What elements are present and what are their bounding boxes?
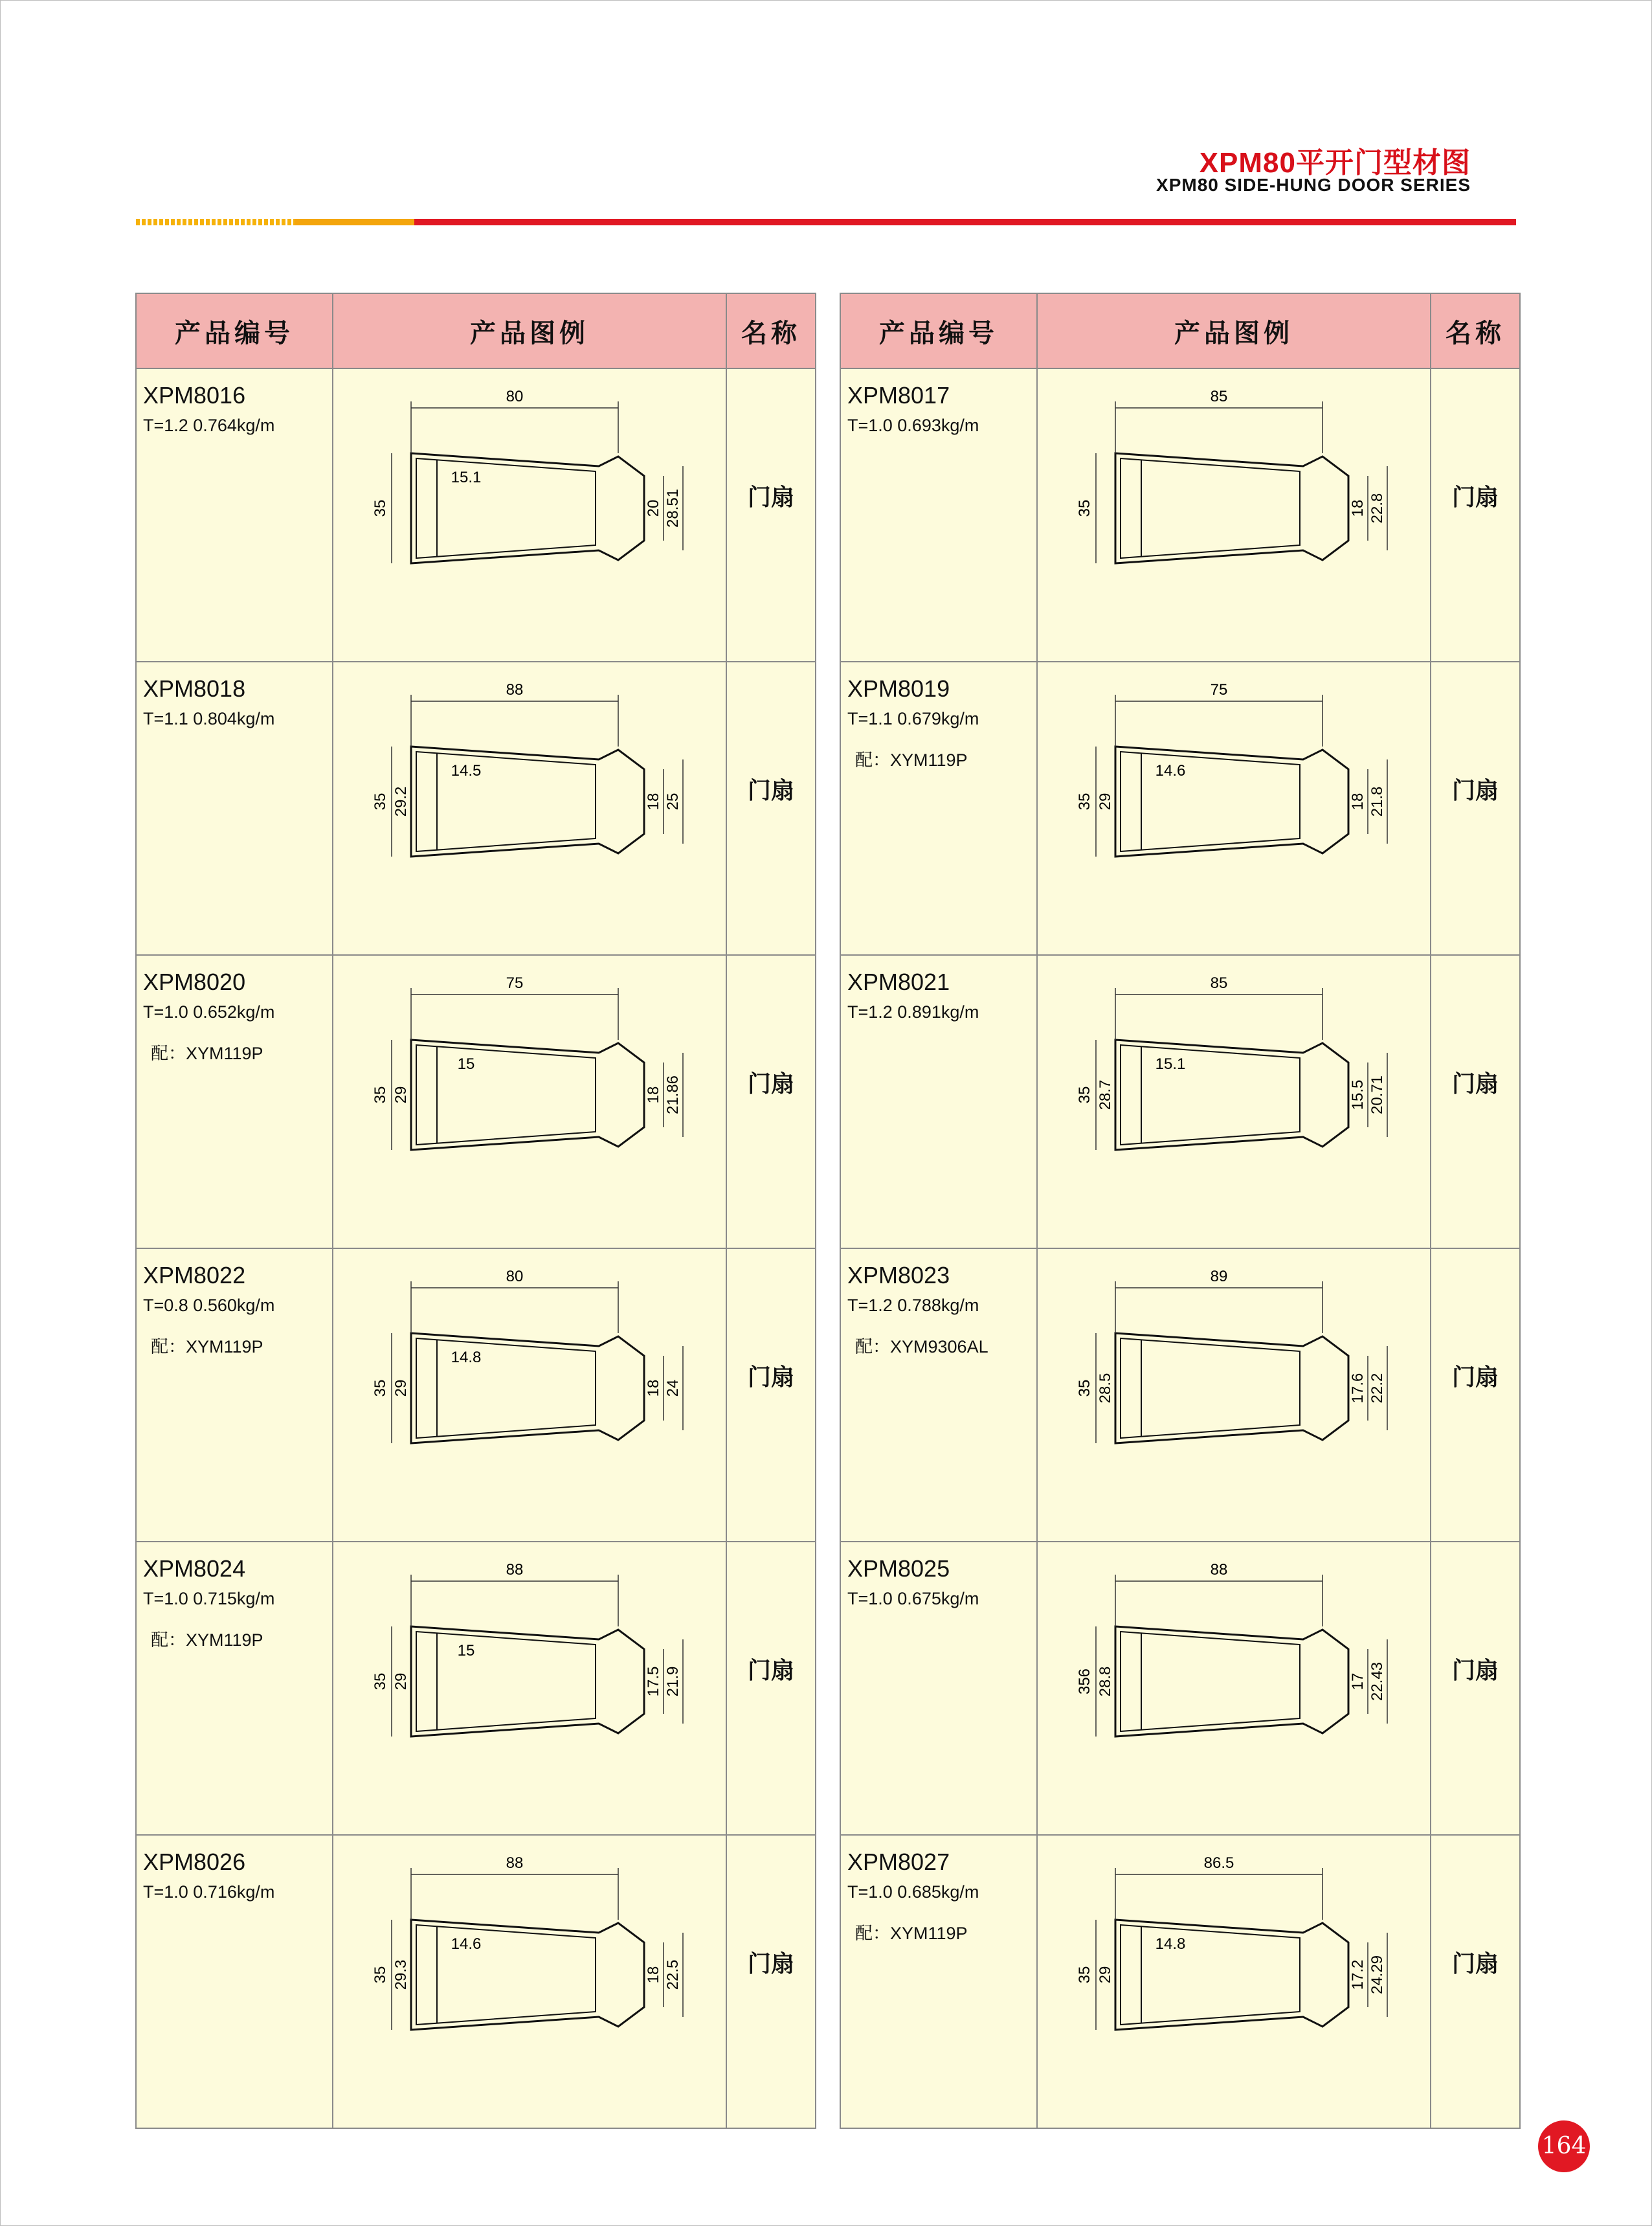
product-name: 门扇 [1451, 777, 1499, 804]
profile-outline [1115, 1920, 1348, 2030]
product-diagram-cell [333, 368, 726, 662]
profile-diagram [1038, 662, 1429, 952]
dim-height-label: 35 [1076, 1086, 1093, 1104]
product-name-cell [1431, 1542, 1520, 1835]
dim-height-label: 35 [372, 1966, 389, 1984]
product-diagram-cell [1037, 955, 1431, 1248]
profile-outline [411, 453, 644, 563]
product-spec: T=1.0 0.693kg/m [847, 416, 979, 435]
dim-right-outer-label: 24 [664, 1379, 682, 1397]
product-code: XPM8023 [847, 1262, 950, 1288]
product-name-cell [1431, 1835, 1520, 2128]
product-code: XPM8016 [143, 382, 246, 409]
product-row [136, 1542, 816, 1835]
profile-outline [1115, 1626, 1348, 1737]
dim-width-label: 85 [1210, 388, 1228, 405]
product-spec: T=1.1 0.804kg/m [143, 709, 275, 728]
product-match: 配：XYM119P [151, 1337, 263, 1356]
profile-diagram [1038, 1542, 1429, 1832]
product-diagram-cell [333, 662, 726, 955]
dim-width-label: 88 [506, 1854, 524, 1872]
header-rule-dotted [136, 219, 295, 225]
product-code: XPM8026 [143, 1849, 246, 1875]
product-row [840, 1835, 1520, 2128]
dim-height2-label: 28.7 [1097, 1079, 1114, 1110]
product-row [840, 1248, 1520, 1542]
dim-width-label: 88 [506, 1561, 524, 1579]
dim-right-inner-label: 18 [645, 1086, 662, 1104]
dim-inner-label: 14.6 [451, 1935, 482, 1953]
dim-width-label: 75 [506, 974, 524, 992]
product-match: 配：XYM9306AL [855, 1337, 988, 1356]
header-rule-orange [295, 219, 414, 225]
product-name: 门扇 [747, 484, 794, 510]
product-code-cell [136, 1835, 333, 2128]
product-spec: T=1.0 0.652kg/m [143, 1002, 275, 1022]
product-spec: T=1.1 0.679kg/m [847, 709, 979, 728]
product-row [840, 955, 1520, 1248]
product-name-cell [726, 1835, 816, 2128]
dim-right-outer-label: 20.71 [1368, 1075, 1386, 1115]
profile-diagram [333, 369, 724, 658]
dim-width-label: 89 [1210, 1268, 1228, 1285]
profile-diagram [333, 662, 724, 952]
product-name: 门扇 [1451, 1657, 1499, 1683]
dim-right-outer-label: 21.9 [664, 1666, 682, 1697]
product-name-cell [1431, 955, 1520, 1248]
dim-height-label: 35 [372, 499, 389, 517]
product-diagram-cell [333, 1542, 726, 1835]
product-match: 配：XYM119P [151, 1044, 263, 1063]
profile-inner-chamber [1121, 1338, 1300, 1438]
header-rule-red [414, 219, 1516, 225]
product-spec: T=0.8 0.560kg/m [143, 1296, 275, 1315]
profile-outline [411, 1333, 644, 1443]
dim-height2-label: 28.8 [1097, 1666, 1114, 1697]
dim-height-label: 35 [1076, 499, 1093, 517]
dim-inner-label: 15.1 [1155, 1055, 1186, 1073]
product-spec: T=1.2 0.891kg/m [847, 1002, 979, 1022]
profile-outline [411, 1920, 644, 2030]
dim-height-label: 35 [372, 1672, 389, 1691]
product-name-cell [726, 1542, 816, 1835]
product-code: XPM8027 [847, 1849, 950, 1875]
dim-inner-label: 14.5 [451, 762, 482, 780]
dim-right-inner-label: 17.2 [1349, 1959, 1367, 1990]
dim-height2-label: 29 [392, 1379, 410, 1397]
product-row [840, 662, 1520, 955]
dim-right-inner-label: 18 [1349, 793, 1367, 811]
product-name-cell [726, 368, 816, 662]
dim-inner-label: 15 [457, 1055, 475, 1073]
product-name: 门扇 [1451, 1070, 1499, 1097]
product-name: 门扇 [1451, 1364, 1499, 1390]
page-number: 164 [1538, 2120, 1590, 2172]
profile-inner-chamber [416, 458, 596, 558]
product-code-cell [840, 1835, 1037, 2128]
product-diagram-cell [1037, 1248, 1431, 1542]
profile-diagram [333, 1836, 724, 2125]
product-code-cell [136, 1542, 333, 1835]
dim-width-label: 75 [1210, 681, 1228, 699]
product-name: 门扇 [747, 1950, 794, 1977]
product-code: XPM8024 [143, 1555, 246, 1582]
product-spec: T=1.2 0.764kg/m [143, 416, 275, 435]
header-diagram: 产品图例 [1037, 293, 1431, 368]
product-code: XPM8025 [847, 1555, 950, 1582]
header-code: 产品编号 [136, 293, 333, 368]
product-spec: T=1.0 0.716kg/m [143, 1882, 275, 1902]
profile-table-left [135, 293, 816, 2129]
dim-height2-label: 29.3 [392, 1959, 410, 1990]
profile-outline [1115, 453, 1348, 563]
dim-width-label: 80 [506, 1268, 524, 1285]
dim-inner-label: 14.8 [451, 1349, 482, 1366]
dim-right-outer-label: 28.51 [664, 488, 682, 528]
dim-right-inner-label: 18 [645, 793, 662, 811]
dim-height-label: 35 [372, 1379, 389, 1397]
product-code: XPM8018 [143, 675, 246, 702]
dim-height-label: 35 [1076, 793, 1093, 811]
dim-right-inner-label: 17.5 [645, 1666, 662, 1697]
header-name: 名称 [1431, 293, 1520, 368]
product-match: 配：XYM119P [151, 1630, 263, 1650]
dim-right-outer-label: 21.8 [1368, 786, 1386, 817]
dim-right-inner-label: 15.5 [1349, 1079, 1367, 1110]
profile-inner-chamber [416, 1338, 596, 1438]
product-diagram-cell [1037, 662, 1431, 955]
header-name: 名称 [726, 293, 816, 368]
product-code: XPM8017 [847, 382, 950, 409]
product-code-cell [840, 368, 1037, 662]
product-name: 门扇 [1451, 1950, 1499, 1977]
page-title-en: XPM80 SIDE-HUNG DOOR SERIES [1156, 175, 1471, 195]
product-row [840, 368, 1520, 662]
profile-inner-chamber [416, 1632, 596, 1731]
profile-inner-chamber [416, 752, 596, 851]
product-diagram-cell [1037, 1542, 1431, 1835]
product-code: XPM8019 [847, 675, 950, 702]
profile-diagram [1038, 1836, 1429, 2125]
dim-height-label: 35 [1076, 1966, 1093, 1984]
header-diagram: 产品图例 [333, 293, 726, 368]
product-code-cell [136, 368, 333, 662]
dim-width-label: 85 [1210, 974, 1228, 992]
dim-height2-label: 29.2 [392, 786, 410, 817]
dim-right-outer-label: 22.43 [1368, 1661, 1386, 1702]
profile-inner-chamber [416, 1925, 596, 2025]
product-diagram-cell [1037, 1835, 1431, 2128]
dim-right-outer-label: 25 [664, 793, 682, 811]
product-name-cell [1431, 662, 1520, 955]
product-spec: T=1.2 0.788kg/m [847, 1296, 979, 1315]
profile-inner-chamber [1121, 1045, 1300, 1145]
profile-diagram [333, 1249, 724, 1538]
dim-height-label: 35 [1076, 1379, 1093, 1397]
product-match: 配：XYM119P [855, 1924, 968, 1943]
product-code-cell [136, 1248, 333, 1542]
product-code-cell [136, 955, 333, 1248]
product-spec: T=1.0 0.685kg/m [847, 1882, 979, 1902]
dim-inner-label: 15 [457, 1642, 475, 1659]
dim-height-label: 35 [372, 1086, 389, 1104]
product-code-cell [840, 955, 1037, 1248]
profile-diagram [333, 1542, 724, 1832]
header-code: 产品编号 [840, 293, 1037, 368]
dim-right-outer-label: 22.8 [1368, 493, 1386, 524]
dim-right-outer-label: 21.86 [664, 1075, 682, 1115]
profile-inner-chamber [1121, 458, 1300, 558]
profile-diagram [1038, 956, 1429, 1245]
product-match: 配：XYM119P [855, 750, 968, 770]
product-name-cell [726, 955, 816, 1248]
dim-height2-label: 29 [392, 1672, 410, 1691]
product-name: 门扇 [747, 1364, 794, 1390]
dim-inner-label: 15.1 [451, 469, 482, 486]
product-spec: T=1.0 0.675kg/m [847, 1589, 979, 1608]
dim-right-outer-label: 22.5 [664, 1959, 682, 1990]
dim-right-inner-label: 17 [1349, 1672, 1367, 1691]
product-diagram-cell [1037, 368, 1431, 662]
page-title-cn: XPM80平开门型材图 [1199, 147, 1471, 179]
product-name: 门扇 [747, 1070, 794, 1097]
product-row [136, 1248, 816, 1542]
profile-outline [1115, 747, 1348, 857]
product-spec: T=1.0 0.715kg/m [143, 1589, 275, 1608]
profile-outline [411, 1626, 644, 1737]
product-name-cell [1431, 1248, 1520, 1542]
product-row [136, 368, 816, 662]
product-row [840, 1542, 1520, 1835]
product-code-cell [840, 1542, 1037, 1835]
dim-height2-label: 28.5 [1097, 1373, 1114, 1404]
dim-right-outer-label: 24.29 [1368, 1955, 1386, 1995]
profile-diagram [1038, 1249, 1429, 1538]
profile-outline [1115, 1333, 1348, 1443]
dim-width-label: 86.5 [1203, 1854, 1234, 1872]
product-code: XPM8021 [847, 969, 950, 995]
profile-inner-chamber [416, 1045, 596, 1145]
profile-outline [411, 1040, 644, 1150]
dim-right-inner-label: 20 [645, 499, 662, 517]
profile-inner-chamber [1121, 1925, 1300, 2025]
profile-outline [411, 747, 644, 857]
dim-height-label: 356 [1076, 1668, 1093, 1695]
dim-inner-label: 14.6 [1155, 762, 1186, 780]
dim-height2-label: 29 [392, 1086, 410, 1104]
product-row [136, 955, 816, 1248]
product-code-cell [840, 1248, 1037, 1542]
product-code: XPM8022 [143, 1262, 246, 1288]
dim-width-label: 88 [1210, 1561, 1228, 1579]
product-code: XPM8020 [143, 969, 246, 995]
product-name-cell [726, 662, 816, 955]
profile-outline [1115, 1040, 1348, 1150]
dim-right-inner-label: 18 [1349, 499, 1367, 517]
dim-right-outer-label: 22.2 [1368, 1373, 1386, 1404]
product-diagram-cell [333, 1248, 726, 1542]
dim-right-inner-label: 18 [645, 1966, 662, 1984]
product-diagram-cell [333, 1835, 726, 2128]
profile-inner-chamber [1121, 752, 1300, 851]
profile-diagram [1038, 369, 1429, 658]
product-name: 门扇 [747, 1657, 794, 1683]
dim-right-inner-label: 18 [645, 1379, 662, 1397]
profile-table-right [840, 293, 1521, 2129]
product-code-cell [136, 662, 333, 955]
profile-diagram [333, 956, 724, 1245]
dim-width-label: 80 [506, 388, 524, 405]
dim-width-label: 88 [506, 681, 524, 699]
dim-height2-label: 29 [1097, 1966, 1114, 1984]
product-diagram-cell [333, 955, 726, 1248]
product-name: 门扇 [747, 777, 794, 804]
product-code-cell [840, 662, 1037, 955]
product-name-cell [1431, 368, 1520, 662]
product-row [136, 1835, 816, 2128]
dim-height2-label: 29 [1097, 793, 1114, 811]
dim-inner-label: 14.8 [1155, 1935, 1186, 1953]
product-row [136, 662, 816, 955]
profile-inner-chamber [1121, 1632, 1300, 1731]
product-name: 门扇 [1451, 484, 1499, 510]
product-name-cell [726, 1248, 816, 1542]
dim-height-label: 35 [372, 793, 389, 811]
dim-right-inner-label: 17.6 [1349, 1373, 1367, 1404]
